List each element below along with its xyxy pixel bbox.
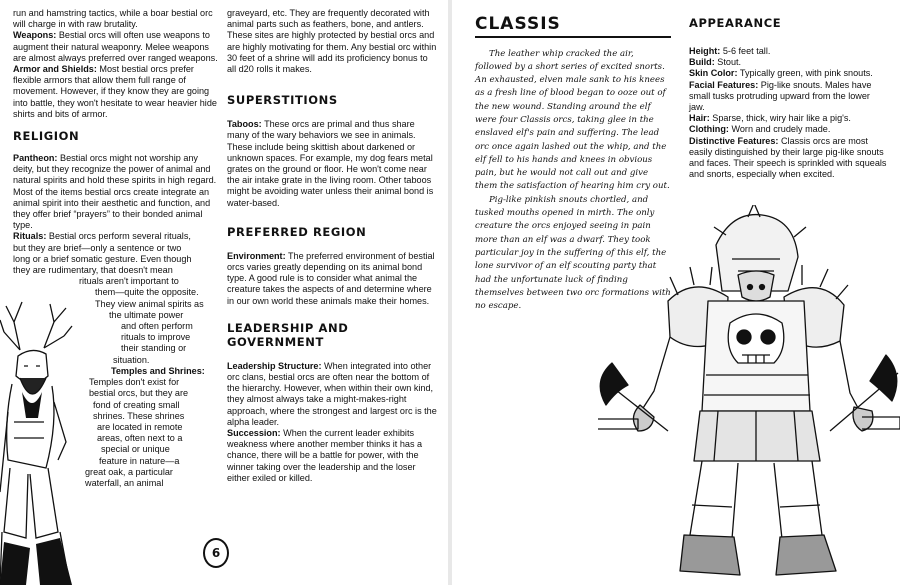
rituals-line: rituals aren't important to — [79, 276, 179, 287]
temples-line: fond of creating small — [93, 399, 180, 410]
appearance-heading: APPEARANCE — [689, 16, 782, 30]
col1-intro: run and hamstring tactics, while a boar bestial orc will charge in with raw brutality. — [13, 8, 213, 30]
succession-label: Succession: — [227, 428, 281, 439]
religion-heading: RELIGION — [13, 129, 80, 144]
armor-label: Armor and Shields: — [13, 64, 97, 75]
rituals-line: long or a brief somatic gesture. Even though — [13, 253, 192, 264]
clothing-entry — [689, 124, 887, 135]
classis-orc-illustration — [598, 205, 900, 585]
clothing-text: Worn and crudely made. — [731, 124, 831, 135]
height-text: 5-6 feet tall. — [722, 46, 771, 56]
rituals-line: rituals to improve — [121, 332, 191, 343]
skin-label: Skin Color: — [689, 68, 738, 79]
rituals-line: They view animal spirits as — [95, 298, 204, 309]
temples-label: Temples and Shrines: — [111, 365, 205, 376]
taboos-text: These orcs are primal and thus share many of the wary behaviors we see in animals. These include being skittish about darkened or unknown spaces. For example, my dog fears metal grates on the ground or floor. He won't come near the air intake grate in the living room. Other taboos might be avoiding water unless their animal bond is water-based. — [227, 119, 434, 208]
temples-line: areas, often next to a — [97, 433, 183, 444]
weapons-paragraph — [13, 30, 219, 64]
temples-line: Temples don't exist for — [89, 377, 180, 388]
skin-text: Typically green, with pink snouts. — [739, 68, 873, 79]
clothing-label: Clothing: — [689, 124, 729, 135]
hair-label: Hair: — [689, 113, 710, 124]
height-entry — [689, 46, 887, 57]
left-column-2 — [227, 8, 437, 484]
temples-line: waterfall, an animal — [85, 477, 164, 488]
leadership-heading: LEADERSHIP AND GOVERNMENT — [227, 320, 349, 349]
taboos-label: Taboos: — [227, 119, 262, 130]
title-underline — [475, 36, 671, 38]
facial-label: Facial Features: — [689, 79, 759, 90]
build-label: Build: — [689, 57, 715, 68]
distinctive-label: Distinctive Features: — [689, 135, 779, 146]
story-paragraph-1: The leather whip cracked the air, followed by a short series of excited snorts. An exhausted, elven male sank to his knees as a fresh line of blood began to ooze out of the new wound. Standing around the elf were four Classis orcs, taking glee in the enslaved elf's pain and suffering. The lead orc once again lashed out the whip, and the elf fell to his hands and knees in obvious pain, but he would not call out and give them the satisfaction of hearing him cry out. — [475, 48, 670, 192]
hair-entry — [689, 113, 887, 124]
pantheon-paragraph — [13, 153, 219, 231]
rituals-line: their standing or — [121, 343, 187, 354]
build-text: Stout. — [717, 57, 742, 68]
story-paragraph-2: Pig-like pinkish snouts chortled, and tusked mouths opened in mirth. The only creature the orcs enjoyed seeing in pain more than an elf was a dwarf. They took particular joy in the suffering of this elf, the lone survivor of an elf scouting party that had the unfortunate luck of finding themselves between two orc formations with no escape. — [475, 194, 671, 312]
structure-label: Leadership Structure: — [227, 360, 322, 371]
facial-text: Pig-like snouts. Males have small tusks protruding upward from the lower jaw. — [689, 79, 872, 113]
temples-line: feature in nature—a — [99, 455, 180, 466]
rituals-line: but they are brief—only a sentence or two — [13, 242, 182, 253]
temples-line: shrines. These shrines — [93, 410, 185, 421]
structure-text: When integrated into other orc clans, bestial orcs are often near the bottom of the hierarchy. However, when within their own kind, they almost always take a might-makes-right approach, where the strongest and largest orc is the alpha leader. — [227, 360, 437, 427]
rituals-line: and often perform — [121, 321, 193, 332]
rituals-line: Bestial orcs perform several rituals, — [48, 231, 191, 242]
bestial-orc-illustration — [0, 292, 92, 585]
skin-entry — [689, 68, 887, 79]
rituals-label: Rituals: — [13, 231, 47, 242]
facial-entry — [689, 80, 887, 114]
rituals-line: situation. — [113, 354, 150, 365]
temples-line: bestial orcs, but they are — [89, 388, 189, 399]
rituals-line: them—quite the opposite. — [95, 287, 199, 298]
region-heading: PREFERRED REGION — [227, 224, 367, 239]
page-number: 6 — [211, 546, 221, 560]
page-gutter — [448, 0, 452, 585]
right-column-2 — [689, 16, 887, 180]
environment-paragraph — [227, 251, 437, 307]
weapons-text: Bestial orcs will often use weapons to augment their natural weaponry. Melee weapons are almost always preferred over ranged weapons. — [13, 30, 218, 63]
height-label: Height: — [689, 46, 721, 56]
hair-text: Sparse, thick, wiry hair like a pig's. — [712, 113, 851, 124]
taboos-paragraph — [227, 119, 437, 209]
succession-paragraph — [227, 428, 437, 484]
temples-line: are located in remote — [97, 421, 183, 432]
structure-paragraph — [227, 361, 437, 428]
temples-line: special or unique — [101, 444, 170, 455]
environment-label: Environment: — [227, 250, 286, 261]
temples-line: great oak, a particular — [85, 466, 173, 477]
pantheon-text: Bestial orcs might not worship any deity, but they recognize the power of animal and natural spirits and hold these spirits in high regard. Most of the items bestial orcs create integrate an animal spirit into their aesthetic and function, and they offer brief “prayers” to their bonded animal type. — [13, 153, 217, 231]
classis-title: CLASSIS — [475, 14, 561, 34]
rituals-line: the ultimate power — [109, 309, 184, 320]
distinctive-entry — [689, 136, 887, 181]
succession-text: When the current leader exhibits weakness where another member thinks it has a chance, there will be a battle for power, with the winner taking over the leadership and the loser either exiled or killed. — [227, 428, 423, 483]
build-entry — [689, 57, 887, 68]
armor-paragraph — [13, 64, 219, 120]
weapons-label: Weapons: — [13, 30, 57, 41]
col2-intro: graveyard, etc. They are frequently decorated with animal parts such as feathers, bone, and antlers. These sites are highly protected by bestial orcs and are highly motivating for them. Any bestial orc within 30 feet of a shrine will add its proficiency bonus to all d20 rolls it makes. — [227, 8, 437, 75]
environment-text: The preferred environment of bestial orcs varies greatly depending on its animal bond type. A good rule is to consider what animal the creature takes the aspects of and determine where in our own world these animals make their homes. — [227, 250, 435, 306]
armor-text: Most bestial orcs prefer flexible armors that allow them full range of movement. However, if they know they are going into battle, they won't hesitate to wear heavier hide shirts and bits of armor. — [13, 64, 217, 119]
page-number-badge — [203, 538, 229, 568]
distinctive-text: Classis orcs are most easily distinguished by their large pig-like snouts and faces. Their speech is sprinkled with squeals and snorts, especially when excited. — [689, 135, 887, 180]
pantheon-label: Pantheon: — [13, 153, 58, 164]
superstitions-heading: SUPERSTITIONS — [227, 93, 338, 108]
rituals-line: they are rudimentary, that doesn't mean — [13, 265, 173, 276]
